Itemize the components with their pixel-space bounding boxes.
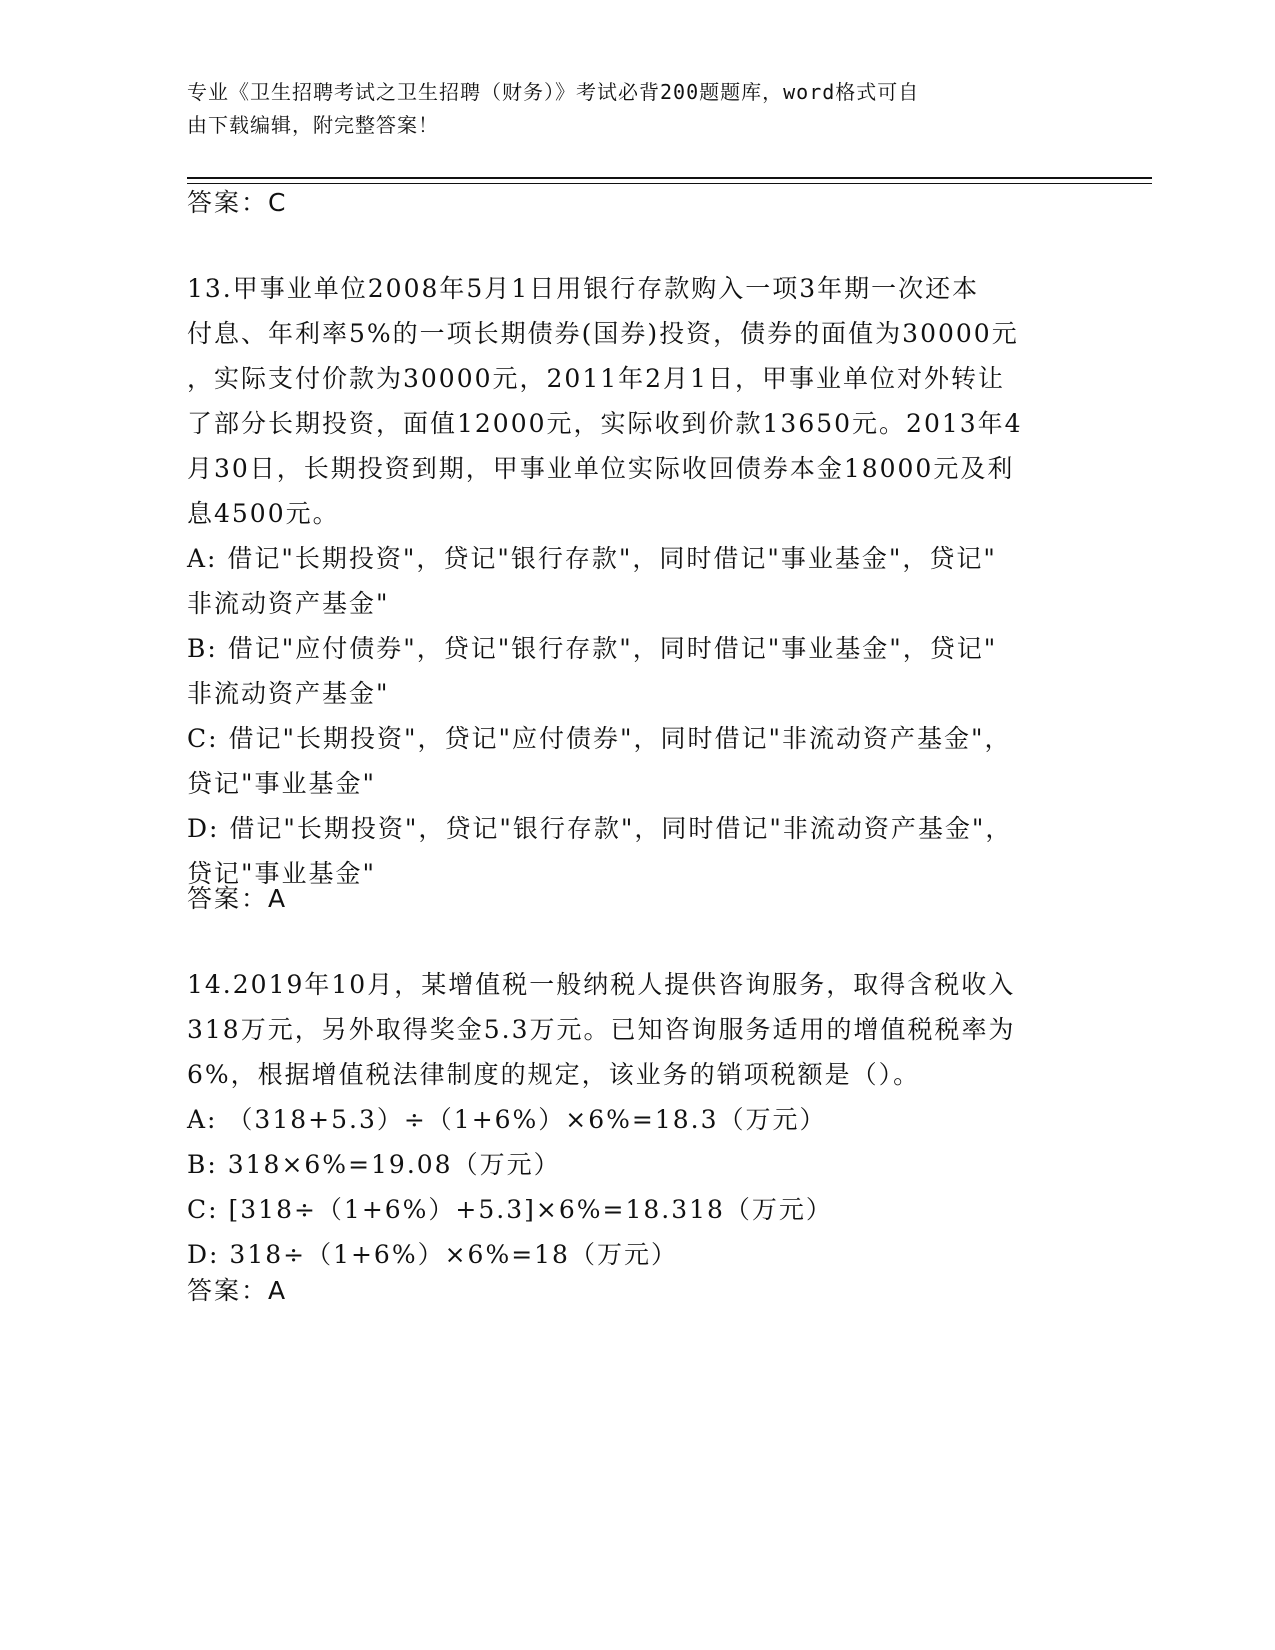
question-text-line: ，实际支付价款为30000元，2011年2月1日，甲事业单位对外转让 [187, 364, 1005, 393]
option-d-continued: 贷记"事业基金" [187, 859, 376, 888]
question-text-line: 13.甲事业单位2008年5月1日用银行存款购入一项3年期一次还本 [187, 274, 980, 303]
option-c: C: [318÷（1+6%）+5.3]×6%=18.318（万元） [187, 1195, 833, 1224]
question-text-line: 14.2019年10月，某增值税一般纳税人提供咨询服务，取得含税收入 [187, 970, 1016, 999]
option-d: D: 借记"长期投资"，贷记"银行存款"，同时借记"非流动资产基金"， [187, 814, 1013, 843]
header-line: 由下载编辑，附完整答案！ [187, 113, 439, 137]
previous-answer: 答案：C [187, 188, 288, 217]
header-line: 专业《卫生招聘考试之卫生招聘（财务）》考试必背200题题库，word格式可自 [187, 80, 920, 104]
document-header [187, 76, 1067, 142]
header-divider-thin [187, 183, 1152, 184]
question-text-line: 6%，根据增值税法律制度的规定，该业务的销项税额是（）。 [187, 1060, 921, 1089]
question-text-line: 月30日，长期投资到期，甲事业单位实际收回债券本金18000元及利 [187, 454, 1015, 483]
option-a-continued: 非流动资产基金" [187, 589, 390, 618]
option-b: B: 318×6%=19.08（万元） [187, 1150, 561, 1179]
question-text-line: 了部分长期投资，面值12000元，实际收到价款13650元。2013年4 [187, 409, 1023, 438]
option-b: B: 借记"应付债券"，贷记"银行存款"，同时借记"事业基金"，贷记" [187, 634, 998, 663]
option-b-continued: 非流动资产基金" [187, 679, 390, 708]
option-c-continued: 贷记"事业基金" [187, 769, 376, 798]
question-14 [187, 962, 1087, 1277]
option-a: A: （318+5.3）÷（1+6%）×6%=18.3（万元） [187, 1105, 827, 1134]
option-c: C: 借记"长期投资"，贷记"应付债券"，同时借记"非流动资产基金"， [187, 724, 1012, 753]
question-text-line: 318万元，另外取得奖金5.3万元。已知咨询服务适用的增值税税率为 [187, 1015, 1016, 1044]
answer-13: 答案：A [187, 884, 288, 913]
option-d: D: 318÷（1+6%）×6%=18（万元） [187, 1240, 678, 1269]
option-a: A: 借记"长期投资"，贷记"银行存款"，同时借记"事业基金"，贷记" [187, 544, 997, 573]
answer-14: 答案：A [187, 1276, 288, 1305]
question-text-line: 息4500元。 [187, 499, 340, 528]
question-13 [187, 266, 1087, 896]
header-divider-thick [187, 177, 1152, 179]
question-text-line: 付息、年利率5%的一项长期债券(国券)投资，债券的面值为30000元 [187, 319, 1019, 348]
